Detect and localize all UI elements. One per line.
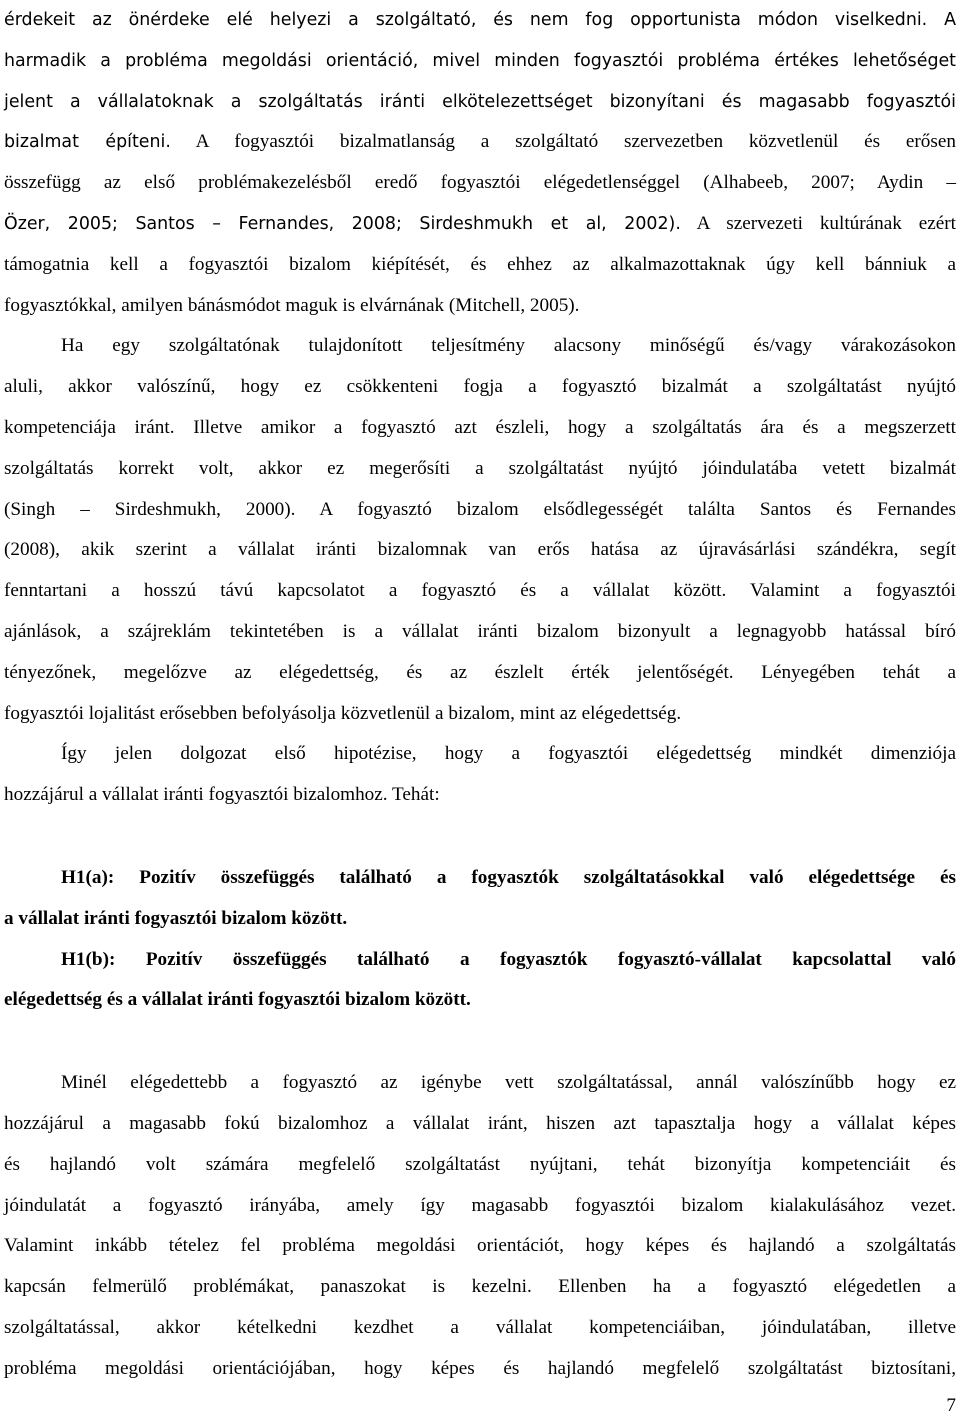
paragraph-1: [4, 0, 956, 326]
paragraph-line: támogatnia kell a fogyasztói bizalom kiépítését, és ehhez az alkalmazottaknak úgy kell bánniuk a: [4, 253, 956, 275]
spacer: [4, 816, 956, 858]
paragraph-line: érdekeit az önérdeke elé helyezi a szolgáltató, és nem fog opportunista módon viselkedni. A: [4, 10, 956, 30]
paragraph-line: [4, 122, 956, 163]
paragraph-line: és hajlandó volt számára megfelelő szolgáltatást nyújtani, tehát bizonyítja kompetenciáit és: [4, 1153, 956, 1175]
paragraph-line: szolgáltatás korrekt volt, akkor ez megerősíti a szolgáltatást nyújtó jóindulatába vetett bizalmát: [4, 457, 956, 479]
line-part-sans: bizalmat építeni.: [4, 132, 171, 153]
paragraph-line: (Singh – Sirdeshmukh, 2000). A fogyasztó bizalom elsődlegességét találta Santos és Fernandes: [4, 498, 956, 520]
paragraph-line: harmadik a probléma megoldási orientáció, mivel minden fogyasztói probléma értékes lehetőséget: [4, 50, 956, 71]
hypothesis-line: H1(a): Pozitív összefüggés található a fogyasztók szolgáltatásokkal való elégedettsége és: [61, 866, 956, 888]
paragraph-3: [4, 734, 956, 816]
paragraph-4: [4, 1063, 956, 1389]
paragraph-line: fenntartani a hosszú távú kapcsolatot a fogyasztó és a vállalat között. Valamint a fogyasztói: [4, 580, 956, 602]
hypothesis-line: H1(b): Pozitív összefüggés található a fogyasztók fogyasztó-vállalat kapcsolattal való: [61, 948, 956, 970]
paragraph-line: Minél elégedettebb a fogyasztó az igénybe vett szolgáltatással, annál valószínűbb hogy ez: [61, 1072, 956, 1094]
paragraph-line: összefügg az első problémakezelésből eredő fogyasztói elégedetlenséggel (Alhabeeb, 2007; Aydin –: [4, 172, 956, 194]
spacer: [4, 1021, 956, 1063]
paragraph-line: jelent a vállalatoknak a szolgáltatás iránti elkötelezettséget bizonyítani és magasabb fogyasztói: [4, 91, 956, 112]
paragraph-line: Így jelen dolgozat első hipotézise, hogy a fogyasztói elégedettség mindkét dimenziója: [61, 743, 956, 765]
hypothesis-line: elégedettség és a vállalat iránti fogyasztói bizalom között.: [4, 989, 471, 1011]
paragraph-line: Valamint inkább tételez fel probléma megoldási orientációt, hogy képes és hajlandó a szolgáltatás: [4, 1235, 956, 1257]
paragraph-2: [4, 326, 956, 734]
paragraph-line: kapcsán felmerülő problémákat, panaszokat is kezelni. Ellenben ha a fogyasztó elégedetlen a: [4, 1276, 956, 1298]
document-page: [4, 0, 956, 1390]
hypothesis-h1b: [4, 940, 956, 1022]
paragraph-line: aluli, akkor valószínű, hogy ez csökkenteni fogja a fogyasztó bizalmát a szolgáltatást nyújtó: [4, 376, 956, 398]
page-number: 7: [946, 1395, 956, 1416]
paragraph-line: tényezőnek, megelőzve az elégedettség, és az észlelt érték jelentőségét. Lényegében tehát a: [4, 661, 956, 683]
line-part-serif: A fogyasztói bizalmatlanság a szolgáltató szervezetben közvetlenül és erősen: [170, 131, 956, 153]
paragraph-line: jóindulatát a fogyasztó irányába, amely így magasabb fogyasztói bizalom kialakulásához vezet.: [4, 1194, 956, 1216]
paragraph-line: kompetenciája iránt. Illetve amikor a fogyasztó azt észleli, hogy a szolgáltatás ára és a megszerzett: [4, 416, 956, 438]
paragraph-line: fogyasztói lojalitást erősebben befolyásolja közvetlenül a bizalom, mint az elégedettség.: [4, 702, 682, 724]
paragraph-line: hozzájárul a vállalat iránti fogyasztói bizalomhoz. Tehát:: [4, 784, 440, 806]
paragraph-line: ajánlások, a szájreklám tekintetében is a vállalat iránti bizalom bizonyult a legnagyobb hatással bíró: [4, 620, 956, 642]
paragraph-line: Ha egy szolgáltatónak tulajdonított teljesítmény alacsony minőségű és/vagy várakozásokon: [61, 335, 956, 357]
hypothesis-line: a vállalat iránti fogyasztói bizalom között.: [4, 907, 348, 929]
paragraph-line: (2008), akik szerint a vállalat iránti bizalomnak van erős hatása az újravásárlási szándékra, segít: [4, 539, 956, 561]
line-part-sans: Özer, 2005; Santos – Fernandes, 2008; Sirdeshmukh et al, 2002).: [4, 213, 681, 234]
paragraph-line: [4, 204, 956, 245]
paragraph-line: hozzájárul a magasabb fokú bizalomhoz a vállalat iránt, hiszen azt tapasztalja hogy a vállalat képes: [4, 1112, 956, 1134]
paragraph-line: szolgáltatással, akkor kételkedni kezdhet a vállalat kompetenciáiban, jóindulatában, illetve: [4, 1316, 956, 1338]
paragraph-line: probléma megoldási orientációjában, hogy képes és hajlandó megfelelő szolgáltatást biztosítani,: [4, 1357, 956, 1379]
hypothesis-h1a: [4, 858, 956, 940]
paragraph-line: fogyasztókkal, amilyen bánásmódot maguk is elvárnának (Mitchell, 2005).: [4, 294, 580, 316]
line-part-serif: A szervezeti kultúrának ezért: [680, 212, 956, 234]
